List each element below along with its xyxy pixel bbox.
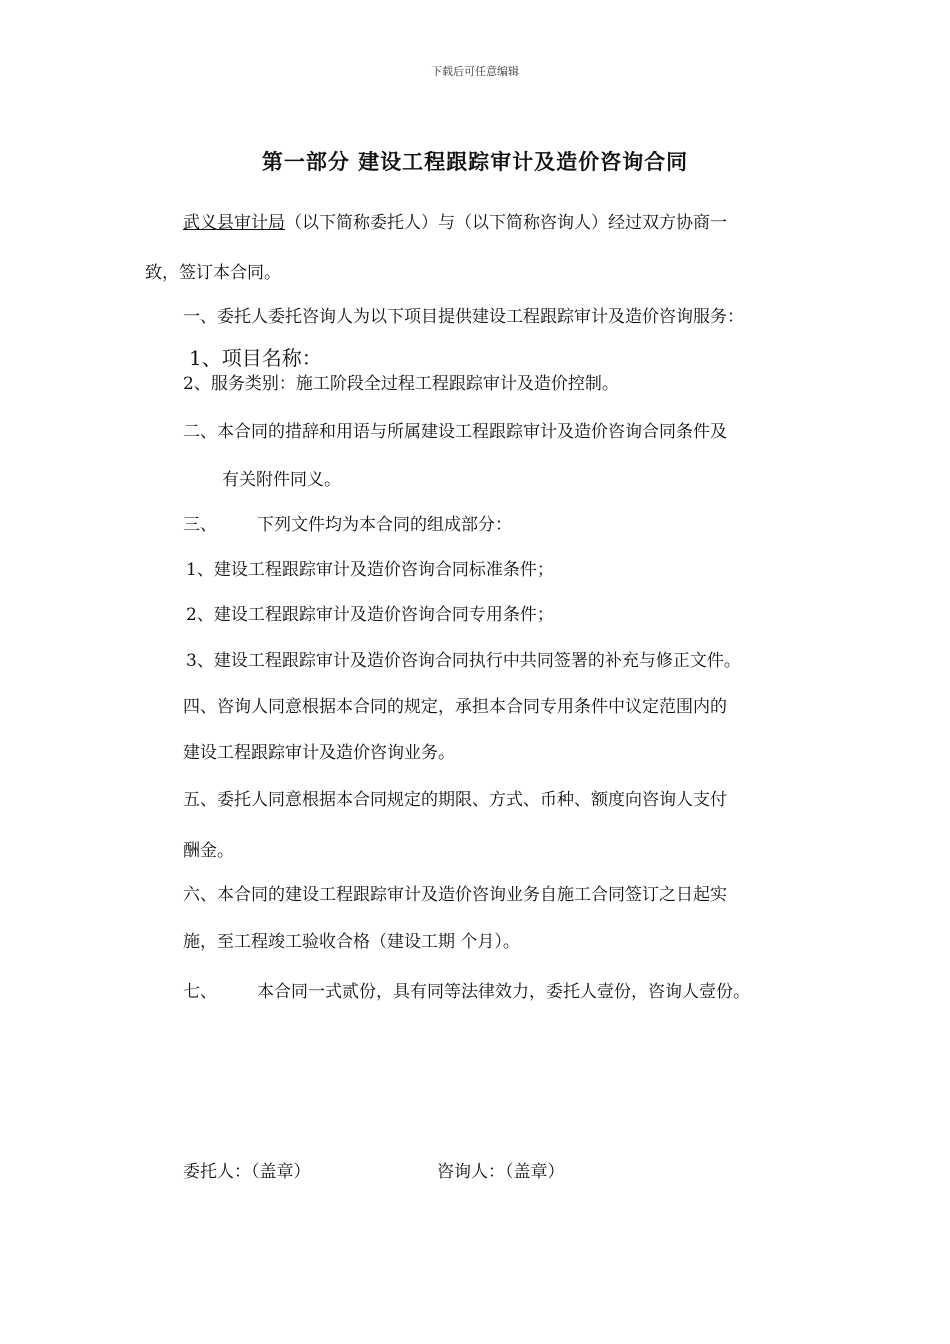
- clause-7: [183, 981, 750, 1003]
- clause-2-line-2: 有关附件同义。: [222, 470, 341, 490]
- clause-6-line-2: 施，至工程竣工验收合格（建设工期 个月）。: [183, 932, 520, 952]
- consultant-signature: 咨询人：（盖章）: [437, 1162, 565, 1182]
- client-signature: 委托人：（盖章）: [183, 1162, 311, 1182]
- clause-3-text: 下列文件均为本合同的组成部分：: [257, 515, 512, 535]
- intro-line-2: 致，签订本合同。: [145, 263, 281, 283]
- document-title: 第一部分 建设工程跟踪审计及造价咨询合同: [261, 149, 689, 174]
- clause-2-line-1: 二、本合同的措辞和用语与所属建设工程跟踪审计及造价咨询合同条件及: [183, 422, 727, 442]
- clause-6-line-1: 六、本合同的建设工程跟踪审计及造价咨询业务自施工合同签订之日起实: [183, 885, 727, 905]
- clause-4-line-2: 建设工程跟踪审计及造价咨询业务。: [183, 743, 455, 763]
- header-note: 下载后可任意编辑: [431, 65, 519, 78]
- clause-1-item-2: 2、服务类别：施工阶段全过程工程跟踪审计及造价控制。: [183, 374, 619, 394]
- clause-1: 一、委托人委托咨询人为以下项目提供建设工程跟踪审计及造价咨询服务：: [183, 307, 744, 327]
- client-name: 武义县审计局: [183, 213, 285, 233]
- clause-3-item-3: 3、建设工程跟踪审计及造价咨询合同执行中共同签署的补充与修正文件。: [186, 651, 741, 671]
- clause-5-line-1: 五、委托人同意根据本合同规定的期限、方式、币种、额度向咨询人支付: [183, 790, 727, 810]
- intro-line-1: [183, 212, 727, 234]
- clause-7-text: 本合同一式贰份，具有同等法律效力，委托人壹份，咨询人壹份。: [257, 982, 750, 1002]
- clause-3-item-1: 1、建设工程跟踪审计及造价咨询合同标准条件；: [186, 560, 554, 580]
- clause-7-number: 七、: [183, 982, 217, 1002]
- clause-4-line-1: 四、咨询人同意根据本合同的规定，承担本合同专用条件中议定范围内的: [183, 697, 727, 717]
- clause-3-item-2: 2、建设工程跟踪审计及造价咨询合同专用条件；: [186, 605, 554, 625]
- intro-line-1-rest: （以下简称委托人）与（以下简称咨询人）经过双方协商一: [285, 213, 727, 233]
- clause-3-number: 三、: [183, 515, 217, 535]
- clause-1-item-1: 1、项目名称：: [189, 346, 322, 370]
- clause-3: [183, 514, 512, 536]
- clause-5-line-2: 酬金。: [183, 841, 234, 861]
